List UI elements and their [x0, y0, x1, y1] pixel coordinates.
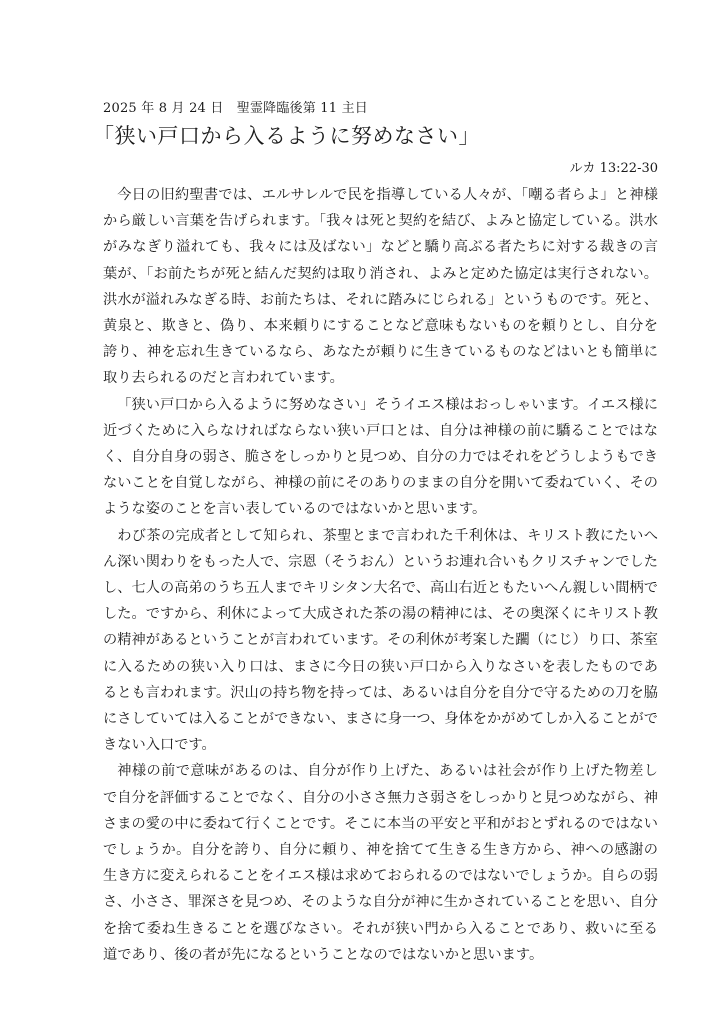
- sermon-page: [93, 100, 658, 968]
- paragraph-3: わび茶の完成者として知られ、茶聖とまで言われた千利休は、キリスト教にたいへん深い関わりをもった人で、宗恩（そうおん）というお連れ合いもクリスチャンでしたし、七人の高弟のうち五人までキリシタン大名で、高山右近ともたいへん親しい間柄でした。ですから、利休によって大成された茶の湯の精神には、その奥深くにキリスト教の精神があるということが言われています。その利休が考案した躙（にじ）り口、茶室に入るための狭い入り口は、まさに今日の狭い戸口から入りなさいを表したものであるとも言われます。沢山の持ち物を持っては、あるいは自分を自分で守るための刀を脇にさしていては入ることができない、まさに身一つ、身体をかがめてしか入ることができない入口です。: [103, 527, 658, 754]
- paragraph-4: 神様の前で意味があるのは、自分が作り上げた、あるいは社会が作り上げた物差しで自分を評価することでなく、自分の小ささ無力さ弱さをしっかりと見つめながら、神さまの愛の中に委ねて行くことです。そこに本当の平安と平和がおとずれるのではないでしょうか。自分を誇り、自分に頼り、神を捨てて生きる生き方から、神への感謝の生き方に変えられることをイエス様は求めておられるのではないでしょうか。自らの弱さ、小ささ、罪深さを見つめ、そのような自分が神に生かされていることを思い、自分を捨て委ね生きることを選びなさい。それが狭い門から入ることであり、救いに至る道であり、後の者が先になるということなのではないかと思います。: [103, 763, 658, 963]
- sermon-body: [103, 182, 658, 968]
- paragraph-1: 今日の旧約聖書では、エルサレルで民を指導している人々が、「嘲る者らよ」と神様から厳しい言葉を告げられます。「我々は死と契約を結び、よみと協定している。洪水がみなぎり溢れても、我々には及ばない」などと驕り高ぶる者たちに対する裁きの言葉が、「お前たちが死と結んだ契約は取り消され、よみと定めた協定は実行されない。洪水が溢れみなぎる時、お前たちは、それに踏みにじられる」というものです。死と、黄泉と、欺きと、偽り、本来頼りにすることなど意味もないものを頼りとし、自分を誇り、神を忘れ生きているなら、あなたが頼りに生きているものなどはいとも簡単に取り去られるのだと言われています。: [103, 187, 658, 387]
- date-line: 2025 年 8 月 24 日 聖霊降臨後第 11 主日: [103, 101, 368, 116]
- paragraph-2: 「狭い戸口から入るように努めなさい」そうイエス様はおっしゃいます。イエス様に近づくために入らなければならない狭い戸口とは、自分は神様の前に驕ることではなく、自分自身の弱さ、脆さをしっかりと見つめ、自分の力ではそれをどうしようもできないことを自覚しながら、神様の前にそのありのままの自分を開いて委ねていく、そのような姿のことを言い表しているのではないかと思います。: [103, 396, 658, 518]
- scripture-reference: ルカ 13:22-30: [569, 161, 658, 176]
- sermon-title: 「狭い戸口から入るように努めなさい」: [93, 124, 480, 148]
